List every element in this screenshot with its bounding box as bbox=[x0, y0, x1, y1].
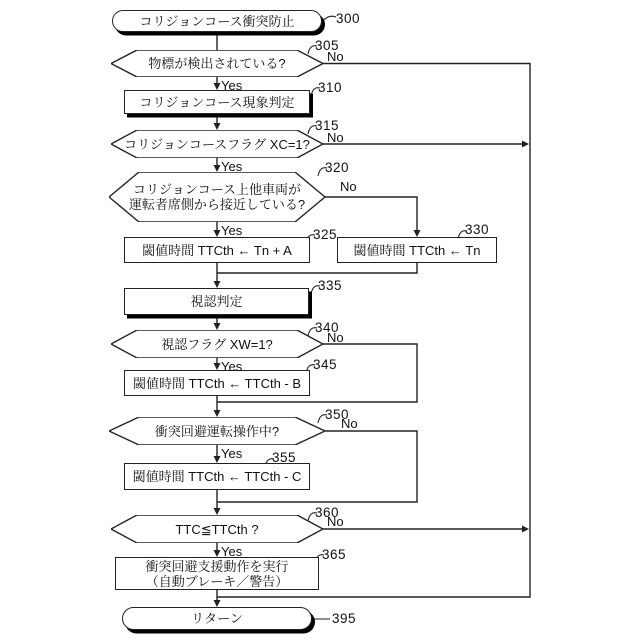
decision-ttc-threshold-label: TTC≦TTCth ? bbox=[175, 521, 259, 537]
process-collision-course-judgement bbox=[124, 90, 310, 114]
process-execute-avoidance-line2: （自動ブレーキ／警告） bbox=[145, 573, 289, 589]
decision-collision-course-flag bbox=[111, 130, 323, 158]
ref-300: 300 bbox=[336, 11, 361, 26]
process-collision-course-judgement-label: コリジョンコース現象判定 bbox=[139, 94, 295, 110]
ref-340: 340 bbox=[315, 320, 340, 335]
branch-no-320: No bbox=[340, 179, 357, 194]
branch-no-315: No bbox=[327, 130, 344, 145]
ref-335: 335 bbox=[318, 278, 343, 293]
branch-yes-360: Yes bbox=[221, 544, 243, 559]
ref-355: 355 bbox=[272, 450, 297, 465]
ref-320: 320 bbox=[325, 160, 350, 175]
decision-ttc-threshold bbox=[111, 515, 323, 543]
branch-yes-315: Yes bbox=[221, 159, 243, 174]
branch-no-350: No bbox=[341, 416, 358, 431]
decision-visual-flag-label: 視認フラグ XW=1? bbox=[161, 336, 273, 352]
process-threshold-minus-b-label: 閾値時間 TTCth ← TTCth - B bbox=[132, 375, 302, 391]
decision-approach-from-driver-side bbox=[109, 172, 325, 222]
process-visual-recognition-judgement-label: 視認判定 bbox=[190, 294, 243, 309]
branch-yes-350: Yes bbox=[221, 446, 243, 461]
ref-395: 395 bbox=[332, 611, 357, 626]
process-threshold-tn-plus-a-label: 閾値時間 TTCth ← Tn + A bbox=[142, 242, 292, 258]
process-execute-avoidance-support bbox=[115, 557, 319, 590]
decision-approach-line1: コリジョンコース上他車両が bbox=[132, 182, 302, 197]
branch-yes-340: Yes bbox=[221, 359, 243, 374]
process-execute-avoidance-line1: 衝突回避支援動作を実行 bbox=[145, 558, 289, 574]
decision-visual-flag bbox=[111, 330, 323, 358]
decision-avoidance-operation bbox=[109, 417, 325, 445]
ref-345: 345 bbox=[313, 357, 338, 372]
process-threshold-tn-plus-a bbox=[124, 237, 310, 263]
process-threshold-tn bbox=[337, 237, 497, 263]
ref-330: 330 bbox=[465, 222, 490, 237]
branch-yes-305: Yes bbox=[221, 78, 243, 93]
terminal-return-label: リターン bbox=[191, 611, 243, 626]
decision-collision-course-flag-label: コリジョンコースフラグ XC=1? bbox=[124, 136, 310, 152]
process-visual-recognition-judgement bbox=[124, 288, 309, 315]
process-threshold-minus-c bbox=[124, 463, 310, 490]
process-threshold-minus-c-label: 閾値時間 TTCth ← TTCth - C bbox=[132, 469, 302, 484]
branch-no-340: No bbox=[327, 330, 344, 345]
process-threshold-minus-b bbox=[124, 370, 310, 396]
terminal-return bbox=[122, 607, 312, 630]
ref-360: 360 bbox=[315, 505, 340, 520]
branch-no-360: No bbox=[327, 514, 344, 529]
terminal-start-label: コリジョンコース衝突防止 bbox=[139, 13, 295, 29]
ref-305: 305 bbox=[315, 38, 340, 53]
decision-avoidance-operation-label: 衝突回避運転操作中? bbox=[154, 423, 280, 439]
ref-310: 310 bbox=[318, 80, 343, 95]
ref-315: 315 bbox=[315, 118, 340, 133]
decision-target-detected bbox=[111, 50, 323, 77]
decision-target-detected-label: 物標が検出されている? bbox=[148, 56, 286, 71]
ref-325: 325 bbox=[313, 227, 338, 242]
ref-350: 350 bbox=[325, 407, 350, 422]
ref-365: 365 bbox=[322, 547, 347, 562]
terminal-start bbox=[112, 10, 322, 32]
decision-approach-line2: 運転者席側から接近している? bbox=[128, 197, 306, 212]
process-threshold-tn-label: 閾値時間 TTCth ← Tn bbox=[353, 242, 481, 258]
branch-yes-320: Yes bbox=[221, 223, 243, 238]
branch-no-305: No bbox=[327, 49, 344, 64]
